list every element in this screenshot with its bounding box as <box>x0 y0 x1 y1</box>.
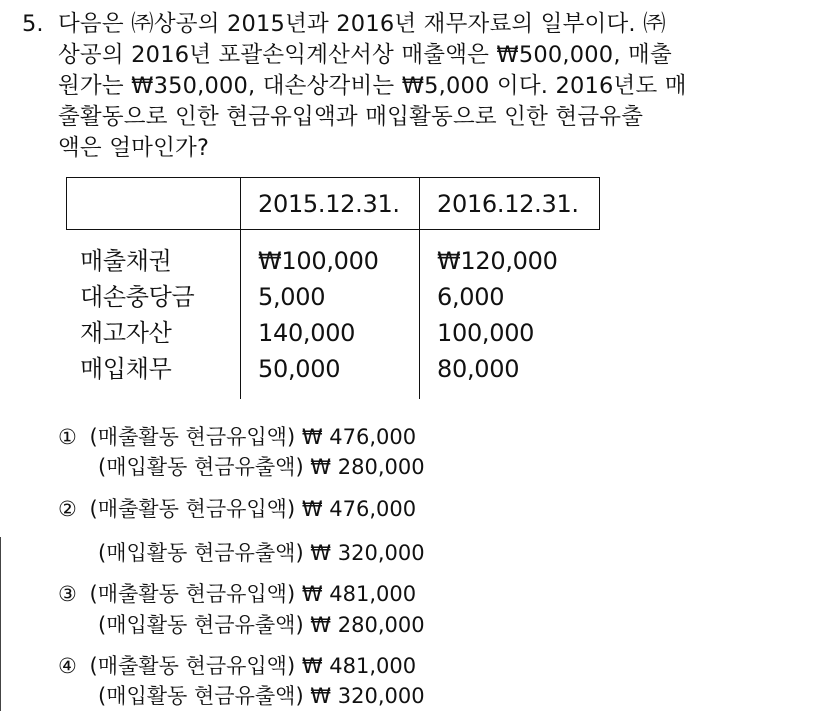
option-1-line-2: (매입활동 현금유출액) ₩ 280,000 <box>98 455 425 479</box>
option-3-marker: ③ <box>58 582 77 606</box>
option-3-line-2: (매입활동 현금유출액) ₩ 280,000 <box>98 613 425 637</box>
option-2-text-1: (매출활동 현금유입액) ₩ 476,000 <box>89 497 417 521</box>
option-4-line-1 <box>58 651 416 681</box>
financial-data-table <box>66 177 600 399</box>
table-row-label: 대손충당금 <box>80 283 195 311</box>
table-column-divider-1 <box>240 177 241 399</box>
table-column-divider-2 <box>419 177 420 399</box>
table-cell-2015: 5,000 <box>258 283 326 311</box>
table-row-label: 매입채무 <box>80 355 172 383</box>
option-4-line-2: (매입활동 현금유출액) ₩ 320,000 <box>98 684 425 708</box>
option-2-marker: ② <box>58 497 77 521</box>
question-line-2: 상공의 2016년 포괄손익계산서상 매출액은 ₩500,000, 매출 <box>58 42 672 68</box>
question-line-1: 다음은 ㈜상공의 2015년과 2016년 재무자료의 일부이다. ㈜ <box>58 11 666 37</box>
question-number: 5. <box>22 11 44 37</box>
table-cell-2016: ₩120,000 <box>437 247 558 275</box>
table-cell-2015: ₩100,000 <box>258 247 379 275</box>
table-cell-2016: 6,000 <box>437 283 505 311</box>
table-header-divider <box>66 229 600 230</box>
option-1-marker: ① <box>58 425 77 449</box>
page-margin-line <box>0 537 1 711</box>
option-4-marker: ④ <box>58 654 77 678</box>
question-line-3: 원가는 ₩350,000, 대손상각비는 ₩5,000 이다. 2016년도 매 <box>58 73 687 99</box>
option-3-line-1 <box>58 579 416 609</box>
table-header-2016: 2016.12.31. <box>437 190 579 218</box>
table-cell-2015: 50,000 <box>258 355 341 383</box>
table-header-2015: 2015.12.31. <box>258 190 400 218</box>
table-row-label: 매출채권 <box>80 247 172 275</box>
table-cell-2015: 140,000 <box>258 319 356 347</box>
question-line-5: 액은 얼마인가? <box>58 135 210 161</box>
table-border-right <box>599 177 600 229</box>
table-row-label: 재고자산 <box>80 319 172 347</box>
option-1-text-1: (매출활동 현금유입액) ₩ 476,000 <box>89 425 417 449</box>
option-4-text-1: (매출활동 현금유입액) ₩ 481,000 <box>89 654 417 678</box>
table-border-top <box>66 177 600 178</box>
table-border-left <box>66 177 67 229</box>
option-2-line-2: (매입활동 현금유출액) ₩ 320,000 <box>98 541 425 565</box>
question-line-4: 출활동으로 인한 현금유입액과 매입활동으로 인한 현금유출 <box>58 104 644 130</box>
table-cell-2016: 100,000 <box>437 319 535 347</box>
option-1-line-1 <box>58 422 416 452</box>
option-3-text-1: (매출활동 현금유입액) ₩ 481,000 <box>89 582 417 606</box>
table-cell-2016: 80,000 <box>437 355 520 383</box>
option-2-line-1 <box>58 494 416 524</box>
